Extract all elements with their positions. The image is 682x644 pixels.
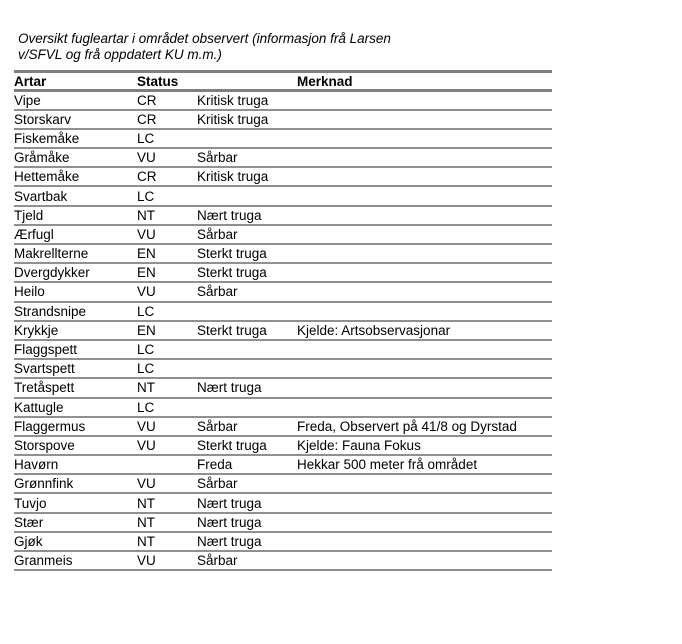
cell-status: VU xyxy=(137,474,197,493)
species-table-header xyxy=(14,72,552,91)
cell-status: NT xyxy=(137,513,197,532)
cell-artar: Gjøk xyxy=(14,532,137,551)
cell-status-desc: Sårbar xyxy=(197,417,297,436)
cell-merknad: Kjelde: Fauna Fokus xyxy=(297,436,552,455)
cell-artar: Storskarv xyxy=(14,110,137,129)
cell-merknad xyxy=(297,302,552,321)
cell-status-desc: Kritisk truga xyxy=(197,167,297,186)
cell-merknad: Kjelde: Artsobservasjonar xyxy=(297,321,552,340)
cell-status: LC xyxy=(137,398,197,417)
cell-status-desc: Freda xyxy=(197,455,297,474)
table-row xyxy=(14,321,552,340)
cell-status: VU xyxy=(137,282,197,301)
table-row xyxy=(14,244,552,263)
cell-status-desc: Kritisk truga xyxy=(197,91,297,110)
table-row xyxy=(14,148,552,167)
cell-status: EN xyxy=(137,244,197,263)
cell-status-desc xyxy=(197,186,297,205)
cell-status: NT xyxy=(137,206,197,225)
table-row xyxy=(14,532,552,551)
cell-merknad: Freda, Observert på 41/8 og Dyrstad xyxy=(297,417,552,436)
cell-status-desc: Sårbar xyxy=(197,474,297,493)
cell-artar: Kattugle xyxy=(14,398,137,417)
cell-status: EN xyxy=(137,321,197,340)
cell-artar: Vipe xyxy=(14,91,137,110)
cell-status: LC xyxy=(137,340,197,359)
cell-status xyxy=(137,455,197,474)
species-table-body xyxy=(14,91,552,571)
table-caption xyxy=(18,31,391,63)
cell-artar: Flaggermus xyxy=(14,417,137,436)
cell-artar: Tjeld xyxy=(14,206,137,225)
cell-status: VU xyxy=(137,148,197,167)
cell-status: CR xyxy=(137,91,197,110)
cell-merknad xyxy=(297,474,552,493)
cell-artar: Hettemåke xyxy=(14,167,137,186)
cell-artar: Strandsnipe xyxy=(14,302,137,321)
cell-merknad xyxy=(297,378,552,397)
cell-artar: Granmeis xyxy=(14,551,137,570)
cell-merknad xyxy=(297,282,552,301)
cell-status-desc xyxy=(197,340,297,359)
cell-status: CR xyxy=(137,167,197,186)
cell-status-desc: Sårbar xyxy=(197,148,297,167)
table-row xyxy=(14,225,552,244)
table-row xyxy=(14,186,552,205)
cell-status-desc: Sterkt truga xyxy=(197,263,297,282)
cell-artar: Tretåspett xyxy=(14,378,137,397)
cell-merknad xyxy=(297,225,552,244)
table-row xyxy=(14,129,552,148)
cell-merknad: Hekkar 500 meter frå området xyxy=(297,455,552,474)
table-row xyxy=(14,282,552,301)
cell-status-desc xyxy=(197,359,297,378)
cell-status: NT xyxy=(137,493,197,512)
cell-status: LC xyxy=(137,359,197,378)
cell-status-desc xyxy=(197,302,297,321)
header-row xyxy=(14,72,552,91)
table-row xyxy=(14,474,552,493)
cell-status-desc: Nært truga xyxy=(197,493,297,512)
cell-merknad xyxy=(297,167,552,186)
cell-status-desc: Sårbar xyxy=(197,225,297,244)
cell-artar: Fiskemåke xyxy=(14,129,137,148)
table-row xyxy=(14,417,552,436)
cell-status: NT xyxy=(137,532,197,551)
cell-merknad xyxy=(297,263,552,282)
cell-merknad xyxy=(297,551,552,570)
table-row xyxy=(14,398,552,417)
cell-artar: Gråmåke xyxy=(14,148,137,167)
cell-status: VU xyxy=(137,225,197,244)
cell-status-desc xyxy=(197,129,297,148)
cell-status: LC xyxy=(137,129,197,148)
table-row xyxy=(14,359,552,378)
cell-artar: Svartspett xyxy=(14,359,137,378)
cell-artar: Heilo xyxy=(14,282,137,301)
cell-merknad xyxy=(297,359,552,378)
cell-status-desc: Nært truga xyxy=(197,378,297,397)
cell-status-desc: Sterkt truga xyxy=(197,436,297,455)
cell-artar: Krykkje xyxy=(14,321,137,340)
cell-artar: Svartbak xyxy=(14,186,137,205)
cell-artar: Havørn xyxy=(14,455,137,474)
cell-status-desc: Sterkt truga xyxy=(197,244,297,263)
cell-status: VU xyxy=(137,417,197,436)
table-row xyxy=(14,493,552,512)
cell-merknad xyxy=(297,340,552,359)
cell-status: LC xyxy=(137,302,197,321)
table-row xyxy=(14,167,552,186)
cell-artar: Tuvjo xyxy=(14,493,137,512)
table-row xyxy=(14,110,552,129)
cell-merknad xyxy=(297,493,552,512)
cell-status: CR xyxy=(137,110,197,129)
table-row xyxy=(14,340,552,359)
table-row xyxy=(14,263,552,282)
table-caption-line1: Oversikt fugleartar i området observert (informasjon frå Larsen xyxy=(18,31,391,46)
species-table xyxy=(14,70,552,571)
cell-merknad xyxy=(297,148,552,167)
cell-status-desc: Sterkt truga xyxy=(197,321,297,340)
cell-status-desc: Kritisk truga xyxy=(197,110,297,129)
cell-status-desc xyxy=(197,398,297,417)
cell-status: LC xyxy=(137,186,197,205)
table-row xyxy=(14,302,552,321)
cell-status-desc: Sårbar xyxy=(197,551,297,570)
cell-artar: Grønnfink xyxy=(14,474,137,493)
cell-status-desc: Sårbar xyxy=(197,282,297,301)
table-row xyxy=(14,91,552,110)
table-row xyxy=(14,436,552,455)
cell-status-desc: Nært truga xyxy=(197,532,297,551)
cell-artar: Dvergdykker xyxy=(14,263,137,282)
table-row xyxy=(14,378,552,397)
cell-status-desc: Nært truga xyxy=(197,513,297,532)
table-row xyxy=(14,551,552,570)
cell-status: NT xyxy=(137,378,197,397)
cell-merknad xyxy=(297,398,552,417)
column-header-status: Status xyxy=(137,72,197,91)
column-header-spacer xyxy=(197,72,297,91)
cell-artar: Flaggspett xyxy=(14,340,137,359)
cell-status: VU xyxy=(137,551,197,570)
cell-merknad xyxy=(297,129,552,148)
cell-merknad xyxy=(297,206,552,225)
cell-merknad xyxy=(297,91,552,110)
cell-merknad xyxy=(297,186,552,205)
table-caption-line2: v/SFVL og frå oppdatert KU m.m.) xyxy=(18,47,222,62)
cell-merknad xyxy=(297,532,552,551)
table-row xyxy=(14,513,552,532)
column-header-artar: Artar xyxy=(14,72,137,91)
cell-status: EN xyxy=(137,263,197,282)
cell-merknad xyxy=(297,244,552,263)
cell-merknad xyxy=(297,110,552,129)
cell-status: VU xyxy=(137,436,197,455)
cell-artar: Storspove xyxy=(14,436,137,455)
table-row xyxy=(14,455,552,474)
cell-artar: Ærfugl xyxy=(14,225,137,244)
cell-merknad xyxy=(297,513,552,532)
cell-artar: Stær xyxy=(14,513,137,532)
cell-artar: Makrellterne xyxy=(14,244,137,263)
cell-status-desc: Nært truga xyxy=(197,206,297,225)
table-row xyxy=(14,206,552,225)
column-header-merknad: Merknad xyxy=(297,72,552,91)
